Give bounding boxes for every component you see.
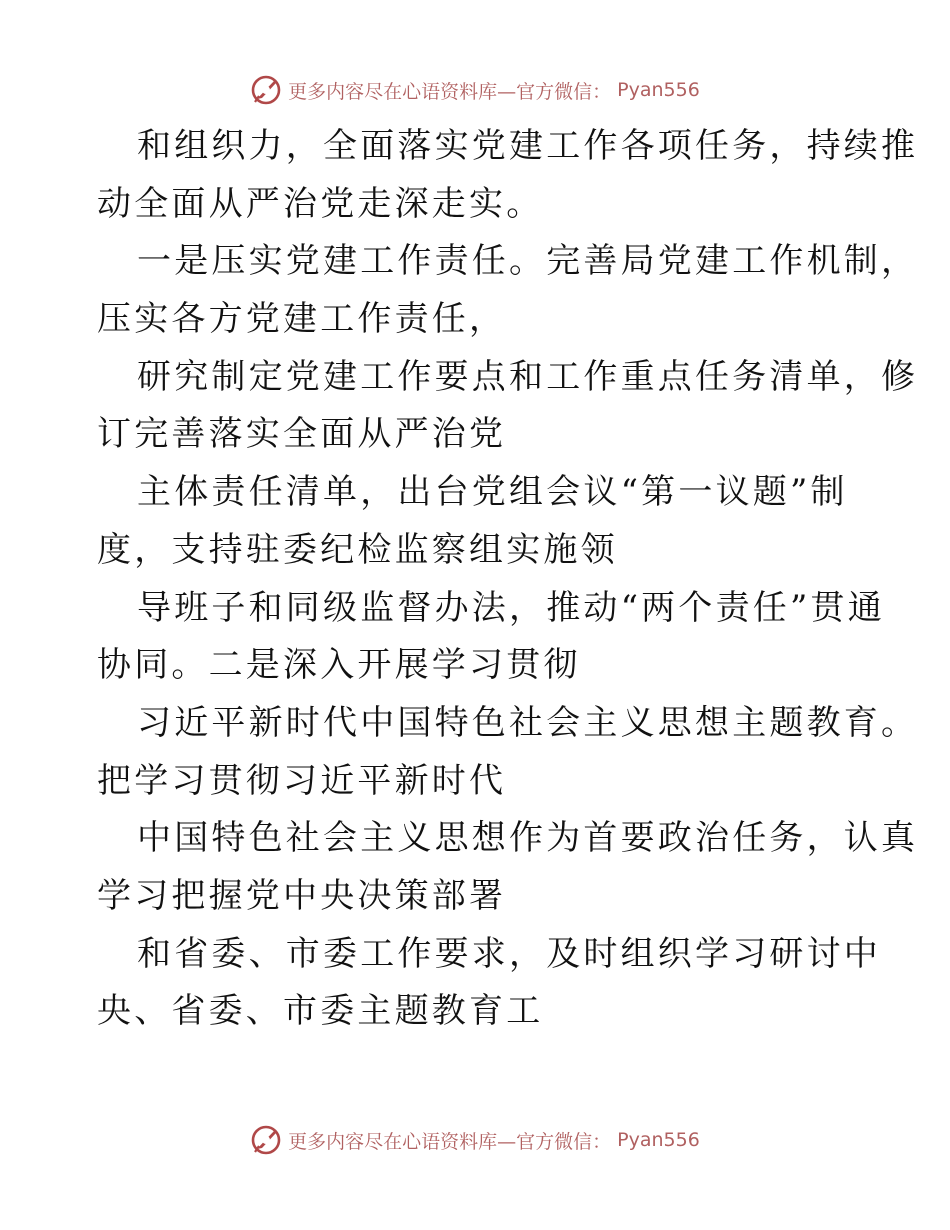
body-line: 动全面从严治党走深走实。	[97, 183, 544, 224]
body-line: 协同。二是深入开展学习贯彻	[97, 645, 581, 686]
quill-pen-logo-icon	[250, 74, 282, 106]
body-line: 和组织力，全面落实党建工作各项任务，持续推	[137, 126, 919, 166]
body-line: 导班子和同级监督办法，推动“两个责任”贯通	[137, 587, 885, 628]
body-line: 中国特色社会主义思想作为首要政治任务，认真	[137, 818, 919, 859]
body-line: 压实各方党建工作责任，	[97, 299, 507, 340]
body-line: 订完善落实全面从严治党	[97, 414, 507, 455]
header-wechat-id: Pyan556	[617, 79, 700, 101]
header-banner-text: 更多内容尽在心语资料库—官方微信：	[288, 80, 612, 103]
document-body	[97, 118, 919, 1041]
body-line: 习近平新时代中国特色社会主义思想主题教育。	[137, 702, 919, 743]
footer-banner-text: 更多内容尽在心语资料库—官方微信：	[288, 1130, 612, 1153]
quill-pen-logo-icon	[250, 1124, 282, 1156]
body-line: 央、省委、市委主题教育工	[97, 991, 544, 1032]
header-banner	[0, 70, 950, 110]
footer-banner	[0, 1120, 950, 1160]
body-line: 把学习贯彻习近平新时代	[97, 760, 507, 801]
body-line: 学习把握党中央决策部署	[97, 875, 507, 916]
body-line: 研究制定党建工作要点和工作重点任务清单，修	[137, 356, 919, 397]
body-line: 主体责任清单，出台党组会议“第一议题”制	[137, 472, 848, 513]
footer-wechat-id: Pyan556	[617, 1129, 700, 1151]
body-line: 和省委、市委工作要求，及时组织学习研讨中	[137, 933, 881, 974]
body-line: 一是压实党建工作责任。完善局党建工作机制，	[137, 241, 919, 282]
body-line: 度，支持驻委纪检监察组实施领	[97, 529, 618, 570]
